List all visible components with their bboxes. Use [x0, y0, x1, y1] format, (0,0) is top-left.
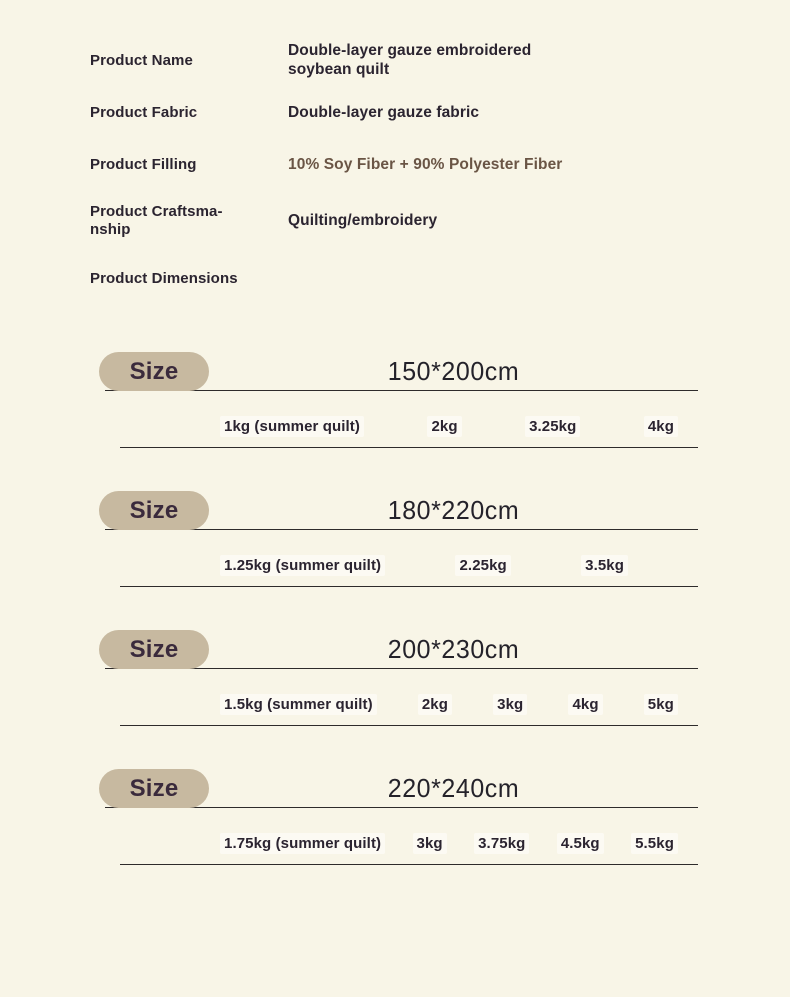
spec-label-text: Product Craftsma-: [90, 202, 223, 220]
weight-label: 3.75kg: [474, 833, 529, 854]
weight-label: 2.25kg: [455, 555, 510, 576]
size-badge-label: Size: [129, 774, 179, 802]
spec-label-text: Product Name: [90, 51, 193, 69]
size-section-150x200: [99, 352, 698, 448]
size-badge: [99, 352, 209, 391]
spec-value-name: Double-layer gauze embroidered soybean quilt: [288, 42, 532, 78]
spec-label-name: [90, 52, 288, 70]
size-chart: [99, 352, 698, 908]
spec-value-fabric: Double-layer gauze fabric: [288, 103, 480, 121]
spec-label-text-line2: nship: [90, 221, 131, 239]
weight-label: 5kg: [644, 694, 678, 715]
size-section-220x240: [99, 769, 698, 865]
weight-label: 1.5kg (summer quilt): [220, 694, 377, 715]
spec-value-filling: 10% Soy Fiber + 90% Polyester Fiber: [288, 155, 563, 173]
size-header: [99, 630, 698, 669]
spec-row-filling: [90, 156, 710, 175]
weight-label: 2kg: [418, 694, 452, 715]
weights-row: [120, 530, 698, 587]
size-dimension: 220*240cm: [387, 773, 520, 803]
spec-label-craftsmanship: [90, 203, 288, 240]
weight-label: 3kg: [493, 694, 527, 715]
weight-label: 5.5kg: [631, 833, 678, 854]
weights-row: [120, 391, 698, 448]
spec-row-craftsmanship: [90, 203, 710, 240]
size-badge: [99, 630, 209, 669]
spec-value-craftsmanship: Quilting/embroidery: [288, 211, 438, 229]
spec-label-text: Product Fabric: [90, 104, 198, 122]
size-header: [99, 491, 698, 530]
spec-label-dimensions: [90, 270, 288, 288]
spec-label-text: Product Dimensions: [90, 269, 238, 287]
weight-label: 3.25kg: [525, 416, 580, 437]
size-section-200x230: [99, 630, 698, 726]
weight-label: 1.25kg (summer quilt): [220, 555, 385, 576]
weights-row: [120, 808, 698, 865]
spec-row-fabric: [90, 104, 710, 123]
spec-label-text: Product Filling: [90, 155, 197, 173]
size-header: [99, 352, 698, 391]
weight-label: 1.75kg (summer quilt): [220, 833, 385, 854]
product-spec-table: [90, 42, 710, 288]
size-badge-label: Size: [129, 357, 179, 385]
bottom-white-strip: [0, 997, 790, 1003]
spec-row-name: [90, 42, 710, 80]
weights-row: [120, 669, 698, 726]
weight-label: 2kg: [427, 416, 461, 437]
weight-label: 3.5kg: [581, 555, 628, 576]
size-dimension: 180*220cm: [387, 495, 520, 525]
size-header: [99, 769, 698, 808]
weight-label: 3kg: [413, 833, 447, 854]
size-badge-label: Size: [129, 635, 179, 663]
spec-label-filling: [90, 156, 288, 174]
weight-label: 4kg: [644, 416, 678, 437]
size-dimension: 150*200cm: [387, 356, 520, 386]
spec-label-fabric: [90, 104, 288, 122]
spec-row-dimensions: [90, 270, 710, 288]
size-badge: [99, 491, 209, 530]
weight-label: 4.5kg: [557, 833, 604, 854]
size-dimension: 200*230cm: [387, 634, 520, 664]
size-section-180x220: [99, 491, 698, 587]
weight-label: 1kg (summer quilt): [220, 416, 364, 437]
size-badge-label: Size: [129, 496, 179, 524]
weight-label: 4kg: [568, 694, 602, 715]
size-badge: [99, 769, 209, 808]
